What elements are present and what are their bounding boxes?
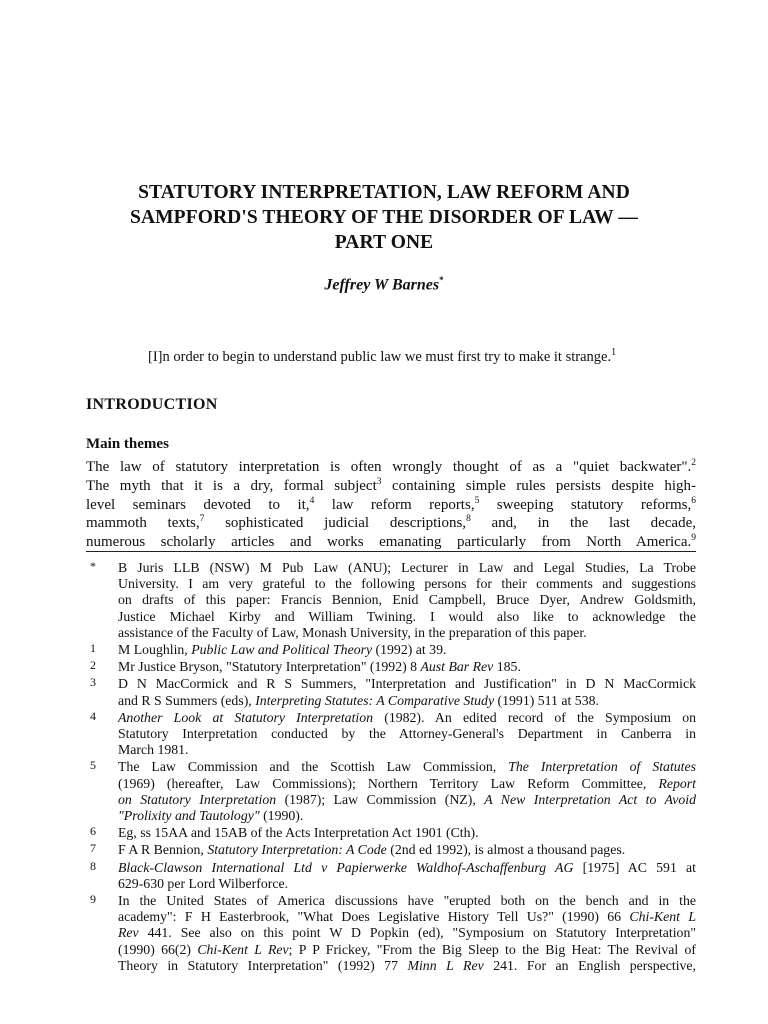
author-byline [0, 275, 768, 294]
body-line: numerous scholarly articles and works emanating particularly from North America.$^9$ [86, 533, 696, 551]
epigraph-footnote-ref: 1 [611, 347, 617, 358]
footnote-star: * B Juris LLB (NSW) M Pub Law (ANU); Lecturer in Law and Legal Studies, La Trobe University. I am very grateful to the following persons for their comments and suggestions on drafts of this paper: Francis Bennion, Enid Campbell, Bruce Dyer, Andrew Goldsmith, Justice Michael Kirby and William Twining. I would also like to acknowledge the assistance of the Faculty of Law, Monash University, in the preparation of this paper. [86, 560, 696, 641]
footnote-2: 2 Mr Justice Bryson, "Statutory Interpretation" (1992) 8 Aust Bar Rev 185. [86, 659, 696, 675]
footnote-mark: * [90, 559, 96, 573]
section-heading-introduction: INTRODUCTION [86, 396, 218, 413]
footnote-ref: 4 [309, 495, 315, 506]
footnote-9: 9 In the United States of America discussions have "erupted both on the bench and in the academy": F H Easterbrook, "What Does Legislative History Tell Us?" (1990) 66 Chi-Kent L Rev 441. See also on this point W D Popkin (ed), "Symposium on Statutory Interpretation" (1990) 66(2) Chi-Kent L Rev; P P Frickey, "From the Big Sleep to the Big Heat: The Revival of Theory in Statutory Interpretation" (1992) 77 Minn L Rev 241. For an English perspective, [86, 893, 696, 974]
footnote-8: 8 Black-Clawson International Ltd v Papierwerke Waldhof-Aschaffenburg AG [1975] AC 591 at 629-630 per Lord Wilberforce. [86, 860, 696, 892]
footnote-5: 5 The Law Commission and the Scottish Law Commission, The Interpretation of Statutes (1969) (hereafter, Law Commissions); Northern Territory Law Reform Committee, Report on Statutory Interpretation (1987); Law Commission (NZ), A New Interpretation Act to Avoid "Prolixity and Tautology" (1990). [86, 759, 696, 824]
footnote-mark: 4 [90, 708, 96, 723]
body-line: The law of statutory interpretation is often wrongly thought of as a "quiet backwater".$^2$ [86, 458, 696, 475]
footnote-mark: 8 [90, 858, 96, 873]
title-line-2: SAMPFORD'S THEORY OF THE DISORDER OF LAW — [130, 207, 638, 228]
footnote-mark: 9 [90, 892, 96, 907]
subheading-main-themes: Main themes [86, 436, 169, 452]
footnote-ref: 5 [474, 495, 480, 506]
author-footnote-mark: * [439, 275, 444, 285]
footnote-1: 1 M Loughlin, Public Law and Political Theory (1992) at 39. [86, 642, 696, 658]
footnote-mark: 5 [90, 758, 96, 773]
body-line: The myth that it is a dry, formal subject$^3$ containing simple rules persists despite high- [86, 476, 697, 494]
footnote-ref: 9 [691, 533, 696, 544]
footnote-6: 6 Eg, ss 15AA and 15AB of the Acts Interpretation Act 1901 (Cth). [86, 825, 696, 841]
epigraph-text: [I]n order to begin to understand public law we must first try to make it strange. [148, 348, 612, 365]
footnote-7: 7 F A R Bennion, Statutory Interpretation: A Code (2nd ed 1992), is almost a thousand pages. [86, 842, 696, 858]
footnote-ref: 3 [376, 476, 382, 487]
body-line: level seminars devoted to it,$^4$ law reform reports,$^5$ sweeping statutory reforms,$^6$ [86, 495, 697, 513]
article-title [60, 180, 708, 255]
title-line-3: PART ONE [334, 232, 434, 253]
footnote-ref: 2 [691, 458, 696, 468]
author-name: Jeffrey W Barnes [324, 276, 440, 294]
footnote-3: 3 D N MacCormick and R S Summers, "Interpretation and Justification" in D N MacCormick and R S Summers (eds), Interpreting Statutes: A Comparative Study (1991) 511 at 538. [86, 676, 696, 708]
body-paragraph [86, 458, 696, 552]
footnote-divider [86, 551, 696, 552]
footnote-4: 4 Another Look at Statutory Interpretation (1982). An edited record of the Symposium on Statutory Interpretation conducted by the Attorney-General's Department in Canberra in March 1981. [86, 710, 696, 759]
body-line: mammoth texts,$^7$ sophisticated judicial descriptions,$^8$ and, in the last decade, [86, 514, 696, 532]
footnote-mark: 3 [90, 675, 96, 690]
epigraph [148, 347, 616, 366]
footnote-mark: 2 [90, 658, 96, 673]
footnotes [86, 560, 696, 975]
footnote-ref: 6 [691, 495, 697, 506]
title-line-1: STATUTORY INTERPRETATION, LAW REFORM AND [138, 182, 630, 203]
footnote-mark: 6 [90, 824, 96, 839]
footnote-ref: 8 [466, 514, 471, 525]
footnote-mark: 1 [90, 641, 96, 656]
footnote-ref: 7 [199, 514, 205, 525]
footnote-mark: 7 [90, 841, 96, 856]
